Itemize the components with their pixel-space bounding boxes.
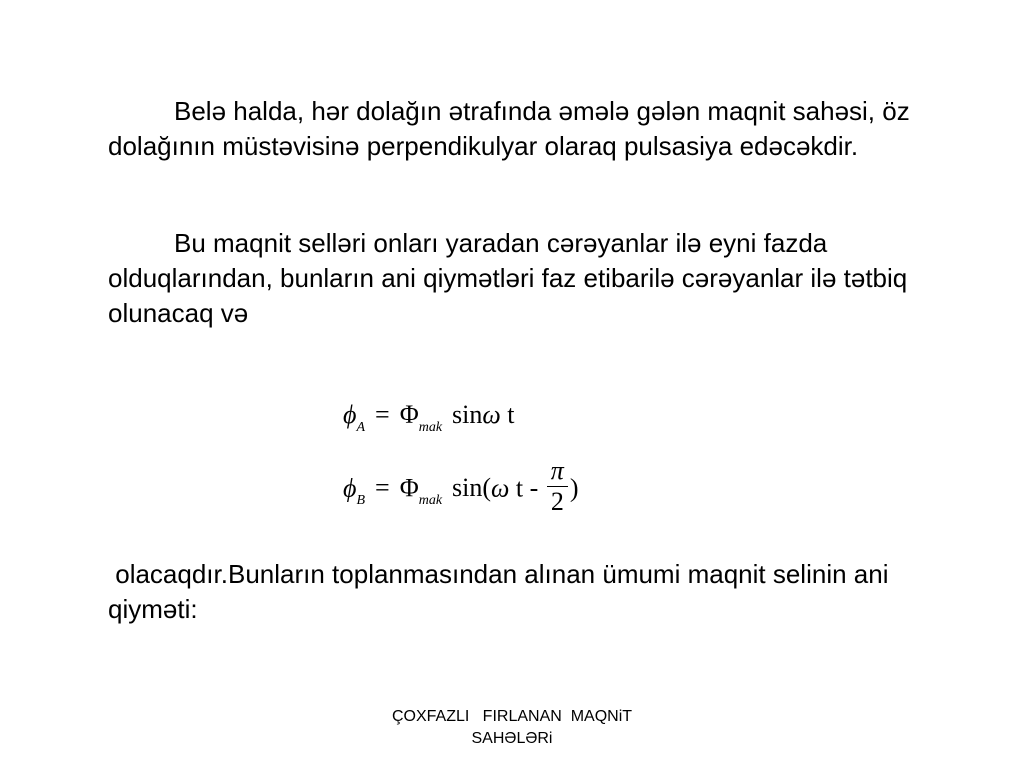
phi-symbol: ϕ xyxy=(343,400,357,429)
capital-phi-symbol: Φ xyxy=(399,473,419,503)
equals-sign: = xyxy=(375,473,390,503)
sin-function: sin xyxy=(452,400,483,429)
footer-line-2: SAHƏLƏRi xyxy=(471,730,553,747)
subscript-b: B xyxy=(356,493,366,509)
footer-title xyxy=(312,706,712,750)
capital-phi-symbol: Φ xyxy=(399,400,419,429)
subscript-a: A xyxy=(356,420,366,435)
formula-phi-b xyxy=(343,456,579,519)
fraction-pi-over-2 xyxy=(547,458,568,515)
paragraph-2: Bu maqnit selləri onları yaradan cərəyanlar ilə eyni fazda olduqlarından, bunların ani qiymətləri faz etibarilə cərəyanlar ilə tətbiq olunacaq və xyxy=(108,228,908,328)
formula-phi-a xyxy=(343,400,515,435)
subscript-mak: mak xyxy=(418,420,443,435)
omega-symbol: ω xyxy=(491,473,510,503)
omega-symbol: ω xyxy=(482,400,501,429)
phi-symbol: ϕ xyxy=(343,473,357,503)
footer-line-1: ÇOXFAZLI FIRLANAN MAQNiT xyxy=(391,708,633,725)
paragraph-1: Belə halda, hər dolağın ətrafında əmələ gələn maqnit sahəsi, öz dolağının müstəvisinə perpendikulyar olaraq pulsasiya edəcəkdir. xyxy=(108,96,910,161)
fraction-numerator: π xyxy=(547,458,568,487)
closing-paren: ) xyxy=(569,473,579,503)
paragraph-3: olacaqdır.Bunların toplanmasından alınan ümumi maqnit selinin ani qiyməti: xyxy=(108,559,896,624)
time-variable: t xyxy=(500,400,515,429)
fraction-denominator: 2 xyxy=(550,487,564,516)
equals-sign: = xyxy=(375,400,390,429)
sin-function: sin( xyxy=(452,473,492,503)
subscript-mak: mak xyxy=(418,493,443,509)
time-minus: t - xyxy=(509,473,545,503)
